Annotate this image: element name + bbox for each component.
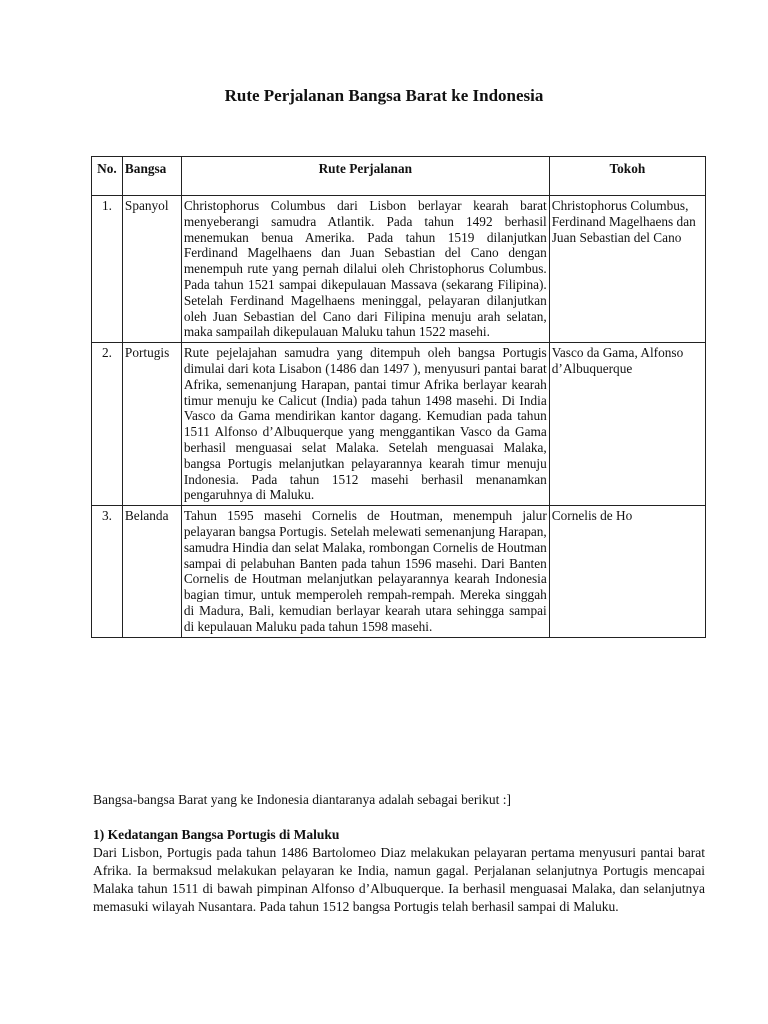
cell-no: 2. — [92, 343, 123, 506]
cell-no: 3. — [92, 506, 123, 637]
table-row — [92, 506, 706, 637]
header-tokoh: Tokoh — [549, 157, 705, 196]
cell-no: 1. — [92, 196, 123, 343]
cell-bangsa: Spanyol — [122, 196, 181, 343]
header-no: No. — [92, 157, 123, 196]
cell-rute: Tahun 1595 masehi Cornelis de Houtman, menempuh jalur pelayaran bangsa Portugis. Setelah melewati semenanjung Harapan, samudra Hindia dan selat Malaka, rombongan Cornelis de Houtman sampai di pelabuhan Banten pada tahun 1596 masehi. Dari Banten Cornelis de Houtman melanjutkan pelayarannya kearah Indonesia bagian timur, untuk memperoleh rempah-rempah. Mereka singgah di Madura, Bali, kemudian berlayar kearah utara sehingga sampai di kepulauan Maluku pada tahun 1598 masehi. — [181, 506, 549, 637]
cell-bangsa: Portugis — [122, 343, 181, 506]
cell-rute: Christophorus Columbus dari Lisbon berlayar kearah barat menyeberangi samudra Atlantik. Pada tahun 1492 berhasil menemukan benua Amerika. Pada tahun 1519 dilanjutkan Ferdinand Magelhaens dan Juan Sebastian del Cano dengan menempuh rute yang pernah dilalui oleh Christophorus Columbus. Pada tahun 1521 sampai dikepulauan Massava (sekarang Filipina). Setelah Ferdinand Magelhaens meninggal, pelayaran dilanjutkan oleh Juan Sebastian del Cano dari Filipina menuju arah selatan, maka sampailah dikepulauan Maluku tahun 1522 masehi. — [181, 196, 549, 343]
table-row — [92, 343, 706, 506]
section-portugis — [93, 826, 705, 916]
cell-bangsa: Belanda — [122, 506, 181, 637]
routes-table — [91, 156, 706, 638]
cell-tokoh: Cornelis de Ho — [549, 506, 705, 637]
header-rute: Rute Perjalanan — [181, 157, 549, 196]
table-row — [92, 196, 706, 343]
section-title: 1) Kedatangan Bangsa Portugis di Maluku — [93, 827, 340, 842]
header-bangsa: Bangsa — [122, 157, 181, 196]
table-header-row — [92, 157, 706, 196]
cell-rute: Rute pejelajahan samudra yang ditempuh oleh bangsa Portugis dimulai dari kota Lisabon (1486 dan 1497 ), menyusuri pantai barat Afrika, semenanjung Harapan, pantai timur Afrika berlayar kearah timur menuju ke Calicut (India) pada tahun 1498 masehi. Di India Vasco da Gama mendirikan kantor dagang. Kemudian pada tahun 1511 Alfonso d’Albuquerque yang menggantikan Vasco da Gama berhasil menguasai selat Malaka. Setelah menguasai Malaka, bangsa Portugis melanjutkan pelayarannya kearah timur menuju Indonesia. Pada tahun 1512 masehi berhasil menanamkan pengaruhnya di Maluku. — [181, 343, 549, 506]
section-body: Dari Lisbon, Portugis pada tahun 1486 Bartolomeo Diaz melakukan pelayaran pertama menyusuri pantai barat Afrika. Ia bermaksud melakukan pelayaran ke India, namun gagal. Perjalanan selanjutnya Portugis mencapai Malaka tahun 1511 di bawah pimpinan Alfonso d’Albuquerque. Ia berhasil menguasai Malaka, dan selanjutnya memasuki wilayah Nusantara. Pada tahun 1512 bangsa Portugis telah berhasil sampai di Maluku. — [93, 845, 705, 914]
intro-paragraph: Bangsa-bangsa Barat yang ke Indonesia diantaranya adalah sebagai berikut :] — [93, 792, 511, 807]
page-title: Rute Perjalanan Bangsa Barat ke Indonesia — [224, 86, 544, 105]
cell-tokoh: Christophorus Columbus, Ferdinand Magelhaens dan Juan Sebastian del Cano — [549, 196, 705, 343]
cell-tokoh: Vasco da Gama, Alfonso d’Albuquerque — [549, 343, 705, 506]
